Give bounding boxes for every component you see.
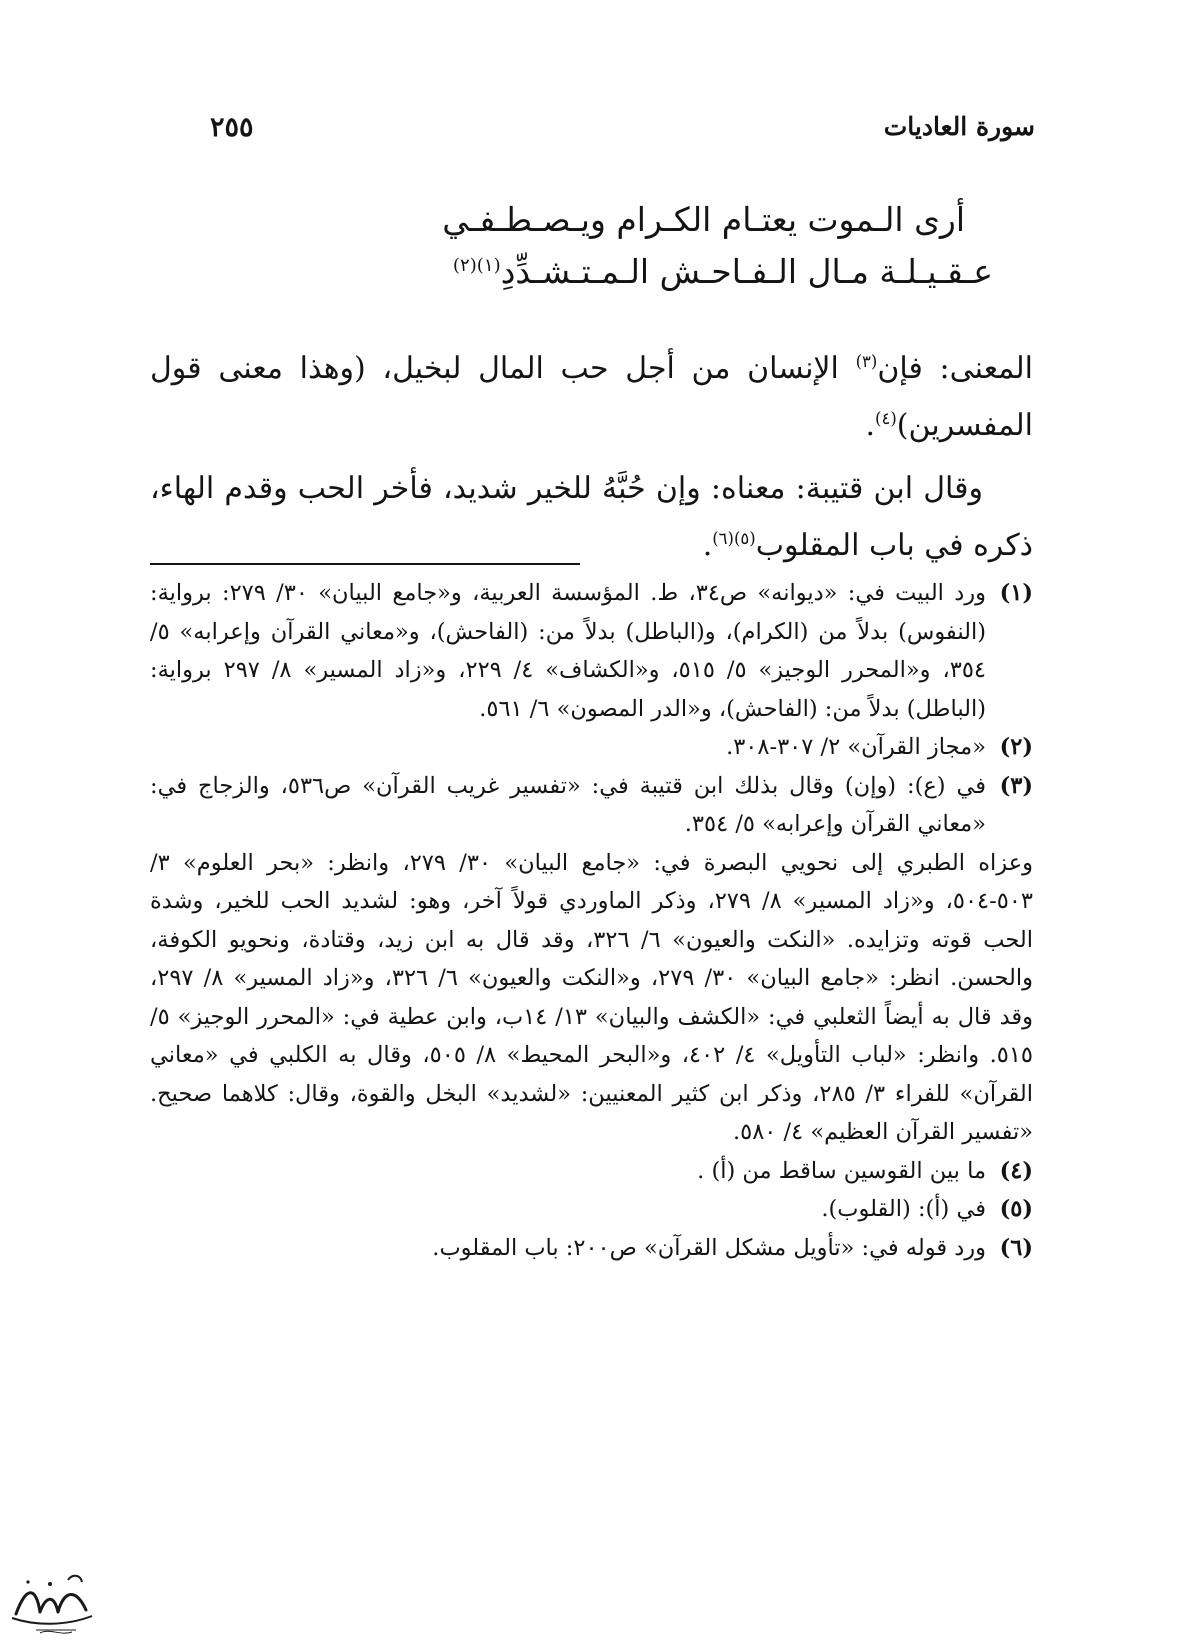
- footnote: [150, 767, 1033, 844]
- footnote-text: ورد قوله في: «تأويل مشكل القرآن» ص٢٠٠: باب المقلوب.: [432, 1234, 986, 1261]
- page-number: ٢٥٥: [210, 112, 254, 143]
- footnote: [150, 1229, 1033, 1268]
- footnote-number: (٥): [999, 1196, 1033, 1222]
- footnote-text: ورد البيت في: «ديوانه» ص٣٤، ط. المؤسسة العربية، و«جامع البيان» ٣٠/ ٢٧٩: برواية: (النفوس) بدلاً من (الكرام)، و(الباطل) بدلاً من: (الفاحش)، و«معاني القرآن وإعرابه» ٥/ ٣٥٤، و«المحرر الوجيز» ٥/ ٥١٥، و«الكشاف» ٤/ ٢٢٩، و«زاد المسير» ٨/ ٢٩٧ برواية: (الباطل) بدلاً من: (الفاحش)، و«الدر المصون» ٦/ ٥٦١.: [150, 580, 986, 722]
- footnote-divider: [150, 563, 580, 565]
- footnote-text: ما بين القوسين ساقط من (أ) .: [697, 1157, 986, 1184]
- poem-line-1: أرى الـموت يعتـام الكـرام ويـصـطـفـي: [442, 200, 965, 239]
- footnote-number: (١): [999, 580, 1033, 606]
- footnote-continuation: [150, 844, 1033, 1152]
- footnote: [150, 1190, 1033, 1229]
- footnotes: [150, 574, 1033, 1267]
- body-text: المعنى: فإن: [877, 351, 1033, 386]
- footnote-text: في (ع): (وإن) وقال بذلك ابن قتيبة في: «تفسير غريب القرآن» ص٥٣٦، والزجاج في: «معاني القرآن وإعرابه» ٥/ ٣٥٤.: [150, 772, 986, 837]
- footnote: [150, 1152, 1033, 1191]
- body-text: .: [702, 528, 713, 563]
- footnote: [150, 574, 1033, 728]
- running-head: [140, 112, 1035, 152]
- footnote: [150, 728, 1033, 767]
- body-text: .: [865, 408, 876, 443]
- body-text: الإنسان من أجل حب المال لبخيل، (وهذا معنى قول المفسرين): [150, 351, 1033, 443]
- footnote-text: في (أ): (القلوب).: [821, 1196, 986, 1222]
- body-paragraph-2: [150, 460, 1033, 574]
- footnote-marker: (٤): [875, 409, 897, 428]
- body-paragraph-1: [150, 340, 1033, 454]
- library-seal-logo: [6, 1566, 96, 1638]
- body-text: وقال ابن قتيبة: معناه: وإن حُبَّهُ للخير شديد، فأخر الحب وقدم الهاء، ذكره في باب المقلوب: [150, 471, 1033, 563]
- footnote-number: (٤): [999, 1157, 1033, 1184]
- footnote-marker: (٣): [855, 352, 878, 371]
- surah-title: سورة العاديات: [883, 112, 1035, 141]
- poem-line-2-text: عـقـيـلـة مـال الـفـاحـش الـمـتـشـدِّدِ: [500, 252, 993, 291]
- footnote-number: (٢): [999, 734, 1033, 760]
- footnote-number: (٣): [999, 772, 1033, 799]
- footnote-marker: (١)(٢): [452, 255, 501, 276]
- poem-line-2: [453, 252, 993, 291]
- footnote-number: (٦): [999, 1234, 1033, 1261]
- footnote-text: وعزاه الطبري إلى نحويي البصرة في: «جامع البيان» ٣٠/ ٢٧٩، وانظر: «بحر العلوم» ٣/ ٥٠٣-٥٠٤، و«زاد المسير» ٨/ ٢٧٩، وذكر الماوردي قولاً آخر، وهو: لشديد الحب للخير، وشدة الحب قوته وتزايده. «النكت والعيون» ٦/ ٣٢٦، وقد قال به ابن زيد، وقتادة، ونحويو الكوفة، والحسن. انظر: «جامع البيان» ٣٠/ ٢٧٩، و«النكت والعيون» ٦/ ٣٢٦، و«زاد المسير» ٨/ ٢٩٧، وقد قال به أيضاً الثعلبي في: «الكشف والبيان» ١٣/ ١٤ب، وابن عطية في: «المحرر الوجيز» ٥/ ٥١٥. وانظر: «لباب التأويل» ٤/ ٤٠٢، و«البحر المحيط» ٨/ ٥٠٥، وقال به الكلبي في «معاني القرآن» للفراء ٣/ ٢٨٥، وذكر ابن كثير المعنيين: «لشديد» البخل والقوة، وقال: كلاهما صحيح. «تفسير القرآن العظيم» ٤/ ٥٨٠.: [150, 849, 1034, 1145]
- footnote-marker: (٥)(٦): [712, 529, 756, 548]
- footnote-text: «مجاز القرآن» ٢/ ٣٠٧-٣٠٨.: [726, 734, 986, 760]
